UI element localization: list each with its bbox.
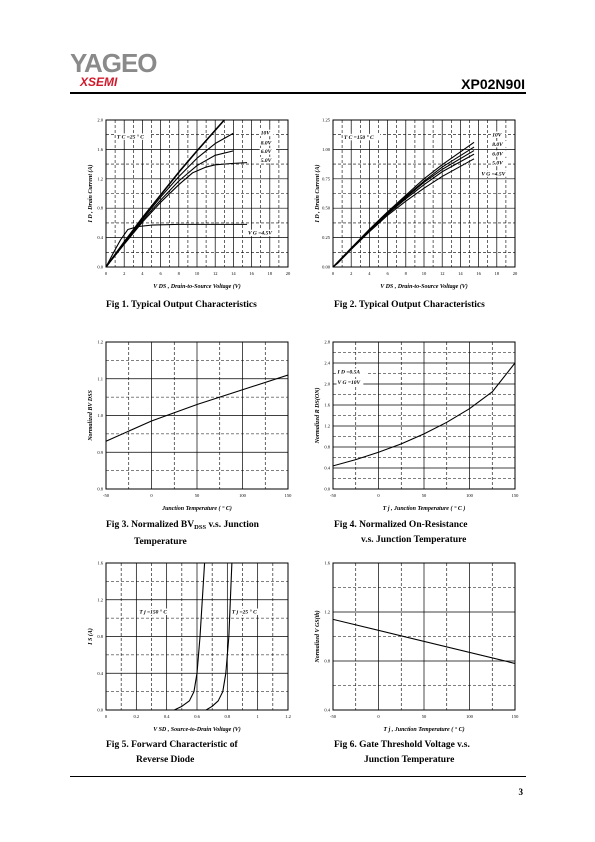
annotation-label: 10V (260, 130, 270, 137)
x-tick-label: 50 (421, 714, 427, 719)
y-tick-label: 1.6 (324, 560, 330, 566)
x-tick-label: 150 (511, 493, 519, 498)
x-tick-label: 18 (494, 271, 500, 276)
x-tick-label: -50 (330, 493, 336, 498)
fig6-caption-line2: Junction Temperature (364, 755, 455, 765)
fig5-caption-line2: Reverse Diode (136, 755, 195, 765)
y-tick-label: 1.6 (324, 402, 330, 408)
series-line-2 (333, 147, 474, 267)
footer-rule (70, 776, 526, 777)
logo-xsemi-text: XSEMI (80, 75, 118, 89)
series-line-4 (106, 163, 247, 267)
y-axis-label: I S (A) (88, 628, 94, 645)
annotation-label: 10V (492, 132, 502, 139)
x-tick-label: 6 (386, 271, 389, 276)
y-tick-label: 2.4 (324, 360, 330, 366)
y-tick-label: 0.8 (97, 205, 103, 211)
y-tick-label: 1.2 (97, 597, 103, 603)
page-number: 3 (518, 787, 523, 797)
x-tick-label: 150 (284, 493, 292, 498)
annotation-label: 8.0V (492, 141, 503, 148)
x-tick-label: 100 (466, 493, 473, 498)
x-axis-label: V SD , Source-to-Drain Voltage (V) (153, 727, 241, 733)
y-tick-label: 0.8 (324, 444, 330, 450)
x-tick-label: 2 (123, 271, 126, 276)
header-rule (70, 92, 526, 94)
y-tick-label: 1.6 (97, 560, 103, 566)
y-axis-label: Normalized BV DSS (88, 390, 94, 441)
annotation-label: 8.0V (260, 140, 272, 147)
fig3-chart (88, 334, 298, 514)
fig3-caption-a: Fig 3. Normalized BV (106, 520, 195, 530)
fig4-caption-line1: Fig 4. Normalized On-Resistance (334, 520, 468, 530)
x-tick-label: 100 (239, 493, 246, 498)
x-tick-label: 14 (458, 271, 463, 276)
series-line-5 (333, 159, 474, 267)
y-tick-label: 0.8 (97, 486, 103, 492)
y-axis-label: Normalized R DS(ON) (315, 387, 321, 444)
y-tick-label: 1.2 (324, 609, 330, 615)
series-line-1 (333, 142, 474, 267)
y-tick-label: 1.6 (97, 146, 103, 152)
y-axis-label: Normalized V GS(th) (315, 610, 321, 663)
x-tick-label: 100 (466, 714, 473, 719)
y-tick-label: 0.0 (97, 264, 103, 270)
x-tick-label: 0 (377, 714, 380, 719)
y-tick-label: 1.1 (97, 376, 103, 382)
x-axis-label: T j , Junction Temperature ( ° C) (383, 727, 465, 733)
y-axis-label: I D , Drain Current (A) (88, 164, 94, 223)
x-tick-label: 18 (267, 271, 273, 276)
annotation-label: 5.0V (260, 157, 272, 164)
x-tick-label: 50 (421, 493, 427, 498)
fig1-caption: Fig 1. Typical Output Characteristics (106, 300, 257, 310)
y-tick-label: 0.00 (322, 264, 330, 270)
x-tick-label: 2 (350, 271, 353, 276)
x-tick-label: 1 (256, 714, 259, 719)
fig1-chart (88, 112, 298, 292)
x-axis-label: V DS , Drain-to-Source Voltage (V) (380, 284, 468, 290)
x-tick-label: 12 (439, 271, 445, 276)
x-tick-label: 20 (285, 271, 291, 276)
x-tick-label: 1.2 (285, 714, 291, 719)
x-axis-label: V DS , Drain-to-Source Voltage (V) (153, 284, 241, 290)
y-tick-label: 0.8 (324, 658, 330, 664)
x-tick-label: 10 (421, 271, 427, 276)
y-tick-label: 0.0 (97, 707, 103, 713)
annotation-label: 6.0V (260, 149, 272, 156)
y-tick-label: 0.8 (97, 634, 103, 639)
series-line-5 (106, 224, 247, 267)
x-tick-label: 0.2 (133, 714, 140, 719)
y-tick-label: 1.00 (322, 146, 330, 152)
fig3-caption-b: v.s. Junction (206, 520, 259, 530)
x-tick-label: 6 (159, 271, 162, 276)
y-tick-label: 0.0 (324, 486, 330, 492)
x-tick-label: 0 (104, 271, 108, 276)
x-tick-label: 8 (177, 271, 180, 276)
fig3-caption-line2: Temperature (134, 537, 187, 547)
y-tick-label: 1.2 (97, 339, 103, 345)
x-tick-label: -50 (330, 714, 336, 719)
x-tick-label: 0.4 (163, 714, 170, 719)
annotation-label: 6.0V (492, 151, 503, 158)
fig3-caption-sub: DSS (194, 524, 207, 531)
fig5-chart (88, 555, 298, 735)
fig4-chart (315, 334, 525, 514)
x-tick-label: 20 (512, 271, 518, 276)
x-tick-label: 150 (511, 714, 519, 719)
series-line-3 (333, 151, 474, 267)
fig6-chart (315, 555, 525, 735)
y-tick-label: 1.25 (322, 117, 330, 123)
logo-yageo-text: YAGEO (70, 48, 157, 78)
x-tick-label: 0 (150, 493, 153, 498)
x-tick-label: 50 (194, 493, 200, 498)
fig5-caption (106, 738, 238, 768)
x-tick-label: 4 (141, 271, 144, 276)
y-tick-label: 0.4 (97, 235, 103, 241)
fig5-caption-line1: Fig 5. Forward Characteristic of (106, 740, 238, 750)
x-tick-label: 0.8 (224, 714, 231, 719)
fig6-caption-line1: Fig 6. Gate Threshold Voltage v.s. (334, 740, 470, 750)
fig4-caption (334, 518, 468, 548)
y-tick-label: 2.8 (324, 339, 330, 345)
y-axis-label: I D , Drain Current (A) (315, 164, 321, 223)
y-tick-label: 2.0 (97, 117, 103, 123)
fig4-caption-line2: v.s. Junction Temperature (361, 535, 467, 545)
x-tick-label: -50 (103, 493, 109, 498)
x-tick-label: 0.6 (194, 714, 200, 719)
annotation-label: 5.0V (492, 160, 503, 167)
y-tick-label: 0.75 (322, 176, 330, 182)
annotation-label: V G =4.5V (247, 230, 272, 237)
annotation-label: I D =0.5A (337, 369, 361, 376)
y-tick-label: 2.0 (324, 381, 330, 387)
company-logo (70, 50, 180, 90)
x-tick-label: 12 (212, 271, 218, 276)
annotation-label: T j =25 ° C (231, 609, 257, 616)
x-tick-label: 16 (249, 271, 254, 276)
y-tick-label: 1.0 (97, 413, 103, 418)
annotation-label: V G =4.5V (481, 171, 506, 178)
y-tick-label: 0.4 (324, 465, 330, 471)
x-tick-label: 0 (377, 493, 380, 498)
y-tick-label: 1.2 (324, 423, 330, 429)
y-tick-label: 0.50 (322, 205, 330, 211)
annotation-label: T j =150 ° C (139, 609, 168, 616)
fig3-caption (106, 518, 259, 550)
x-tick-label: 16 (476, 271, 481, 276)
x-axis-label: T j , Junction Temperature ( ° C ) (382, 506, 466, 512)
x-tick-label: 0 (104, 714, 108, 719)
annotation-label: T C =150 ° C (343, 134, 374, 141)
annotation-label: T C =25 ° C (116, 134, 144, 141)
y-tick-label: 0.4 (324, 707, 330, 713)
annotation-label: V G =10V (337, 380, 361, 386)
x-tick-label: 4 (368, 271, 371, 276)
y-tick-label: 0.9 (97, 449, 103, 455)
fig2-caption: Fig 2. Typical Output Characteristics (334, 300, 485, 310)
series-line-3 (106, 151, 233, 267)
fig2-chart (315, 112, 525, 292)
part-number: XP02N90I (461, 76, 525, 92)
x-tick-label: 8 (404, 271, 407, 276)
x-tick-label: 14 (231, 271, 236, 276)
x-axis-label: Junction Temperature ( ° C) (162, 506, 232, 512)
y-tick-label: 0.4 (97, 670, 103, 676)
x-tick-label: 0 (331, 271, 335, 276)
fig6-caption (334, 738, 470, 768)
x-tick-label: 10 (194, 271, 200, 276)
y-tick-label: 0.25 (322, 235, 330, 241)
y-tick-label: 1.2 (97, 176, 103, 182)
